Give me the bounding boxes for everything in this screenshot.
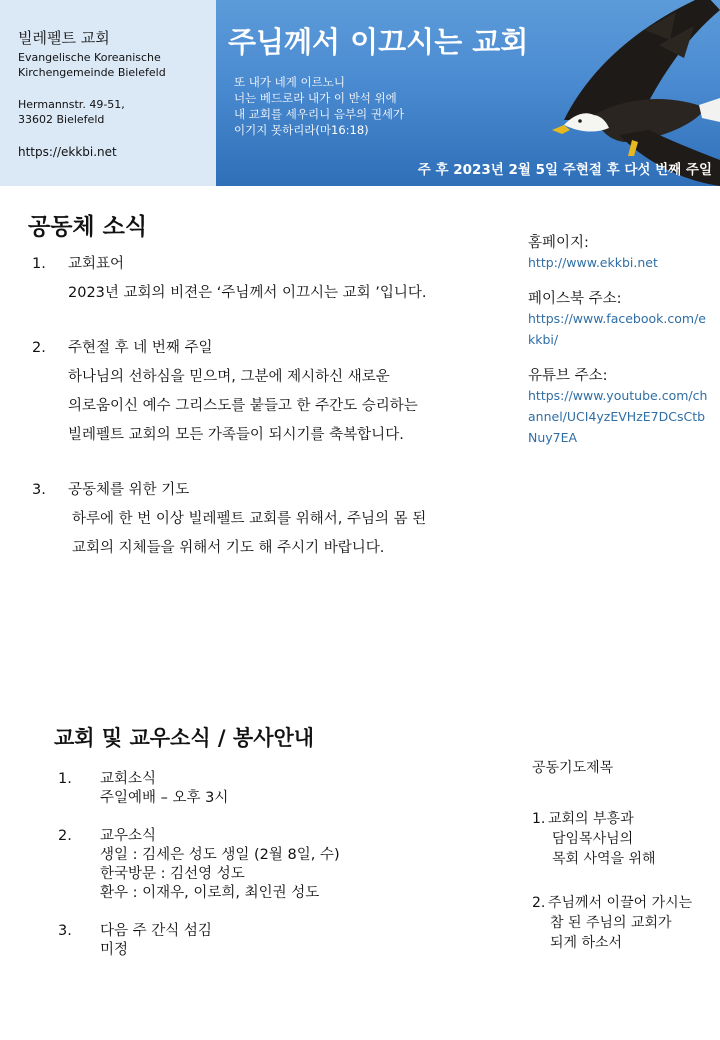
- item-line: 미정: [100, 942, 129, 958]
- prayer-number: 1.: [532, 811, 546, 827]
- homepage-link[interactable]: http://www.ekkbi.net: [528, 255, 658, 270]
- item-number: 3.: [58, 923, 72, 939]
- item-number: 2.: [32, 340, 46, 356]
- community-news-list: [32, 250, 502, 563]
- list-item: [58, 922, 478, 960]
- banner-title: 주님께서 이끄시는 교회: [228, 25, 529, 59]
- prayer-number: 2.: [532, 895, 546, 911]
- item-number: 1.: [58, 771, 72, 787]
- church-german-line-2: Kirchengemeinde Bielefeld: [18, 66, 166, 79]
- item-line: 의로움이신 예수 그리스도를 붙들고 한 주간도 승리하는: [68, 398, 418, 414]
- item-line: 교회의 지체들을 위해서 기도 해 주시기 바랍니다.: [72, 540, 385, 556]
- service-date: 주 후 2023년 2월 5일 주현절 후 다섯 번째 주일: [417, 162, 712, 178]
- item-number: 2.: [58, 828, 72, 844]
- item-line: 하루에 한 번 이상 빌레펠트 교회를 위해서, 주님의 몸 된: [72, 511, 427, 527]
- item-title: 다음 주 간식 섬김: [100, 923, 212, 939]
- item-title: 주현절 후 네 번째 주일: [68, 340, 213, 356]
- church-news-list: [58, 770, 478, 960]
- prayer-line: 담임목사님의: [552, 831, 634, 847]
- item-line: 한국방문 : 김선영 성도: [100, 866, 245, 882]
- item-line: 생일 : 김세은 성도 생일 (2월 8일, 수): [100, 847, 340, 863]
- church-german-name: [18, 50, 166, 80]
- item-line: 2023년 교회의 비젼은 ‘주님께서 이끄시는 교회 ’입니다.: [68, 285, 427, 301]
- banner: [216, 0, 720, 186]
- prayer-item: [532, 809, 714, 869]
- list-item: [32, 476, 502, 563]
- item-title: 교회표어: [68, 256, 125, 272]
- church-german-line-1: Evangelische Koreanische: [18, 51, 161, 64]
- item-title: 교우소식: [100, 828, 157, 844]
- verse-line-1: 또 내가 네게 이르노니: [234, 75, 345, 89]
- item-line: 주일예배 – 오후 3시: [100, 790, 229, 806]
- church-news-title: 교회 및 교우소식 / 봉사안내: [54, 726, 315, 750]
- facebook-link[interactable]: https://www.facebook.com/ekkbi/: [528, 311, 706, 347]
- list-item: [32, 250, 502, 308]
- verse-line-3: 내 교회를 세우리니 음부의 권세가: [234, 107, 405, 121]
- prayer-line: 참 된 주님의 교회가: [550, 915, 672, 931]
- item-line: 빌레펠트 교회의 모든 가족들이 되시기를 축복합니다.: [68, 427, 404, 443]
- address-line-2: 33602 Bielefeld: [18, 113, 105, 126]
- prayer-line: 되게 하소서: [550, 935, 623, 951]
- address-line-1: Hermannstr. 49-51,: [18, 98, 125, 111]
- homepage-label: 홈페이지:: [528, 235, 589, 251]
- verse-line-2: 너는 베드로라 내가 이 반석 위에: [234, 91, 397, 105]
- item-number: 3.: [32, 482, 46, 498]
- list-item: [58, 827, 478, 903]
- item-number: 1.: [32, 256, 46, 272]
- community-news-title: 공동체 소식: [28, 214, 148, 240]
- prayer-item: [532, 893, 714, 953]
- item-title: 교회소식: [100, 771, 157, 787]
- banner-verse: [234, 74, 404, 138]
- youtube-label: 유튜브 주소:: [528, 368, 608, 384]
- youtube-link[interactable]: https://www.youtube.com/channel/UCI4yzEVHzE7DCsCtbNuy7EA: [528, 388, 708, 445]
- prayer-topics: [532, 757, 714, 953]
- prayer-title: 공동기도제목: [532, 760, 614, 776]
- church-website[interactable]: https://ekkbi.net: [18, 145, 117, 159]
- prayer-line: 주님께서 이끌어 가시는: [548, 895, 693, 911]
- item-title: 공동체를 위한 기도: [68, 482, 190, 498]
- church-address: [18, 97, 125, 127]
- prayer-line: 목회 사역을 위해: [552, 851, 656, 867]
- verse-line-4: 이기지 못하리라(마16:18): [234, 123, 369, 137]
- item-line: 환우 : 이재우, 이로희, 최인권 성도: [100, 885, 320, 901]
- list-item: [58, 770, 478, 808]
- prayer-line: 교회의 부흥과: [548, 811, 634, 827]
- church-name: 빌레펠트 교회: [18, 29, 110, 47]
- links-panel: [528, 231, 708, 448]
- facebook-label: 페이스북 주소:: [528, 291, 622, 307]
- item-line: 하나님의 선하심을 믿으며, 그분에 제시하신 새로운: [68, 369, 390, 385]
- list-item: [32, 334, 502, 450]
- church-info-panel: [0, 0, 216, 186]
